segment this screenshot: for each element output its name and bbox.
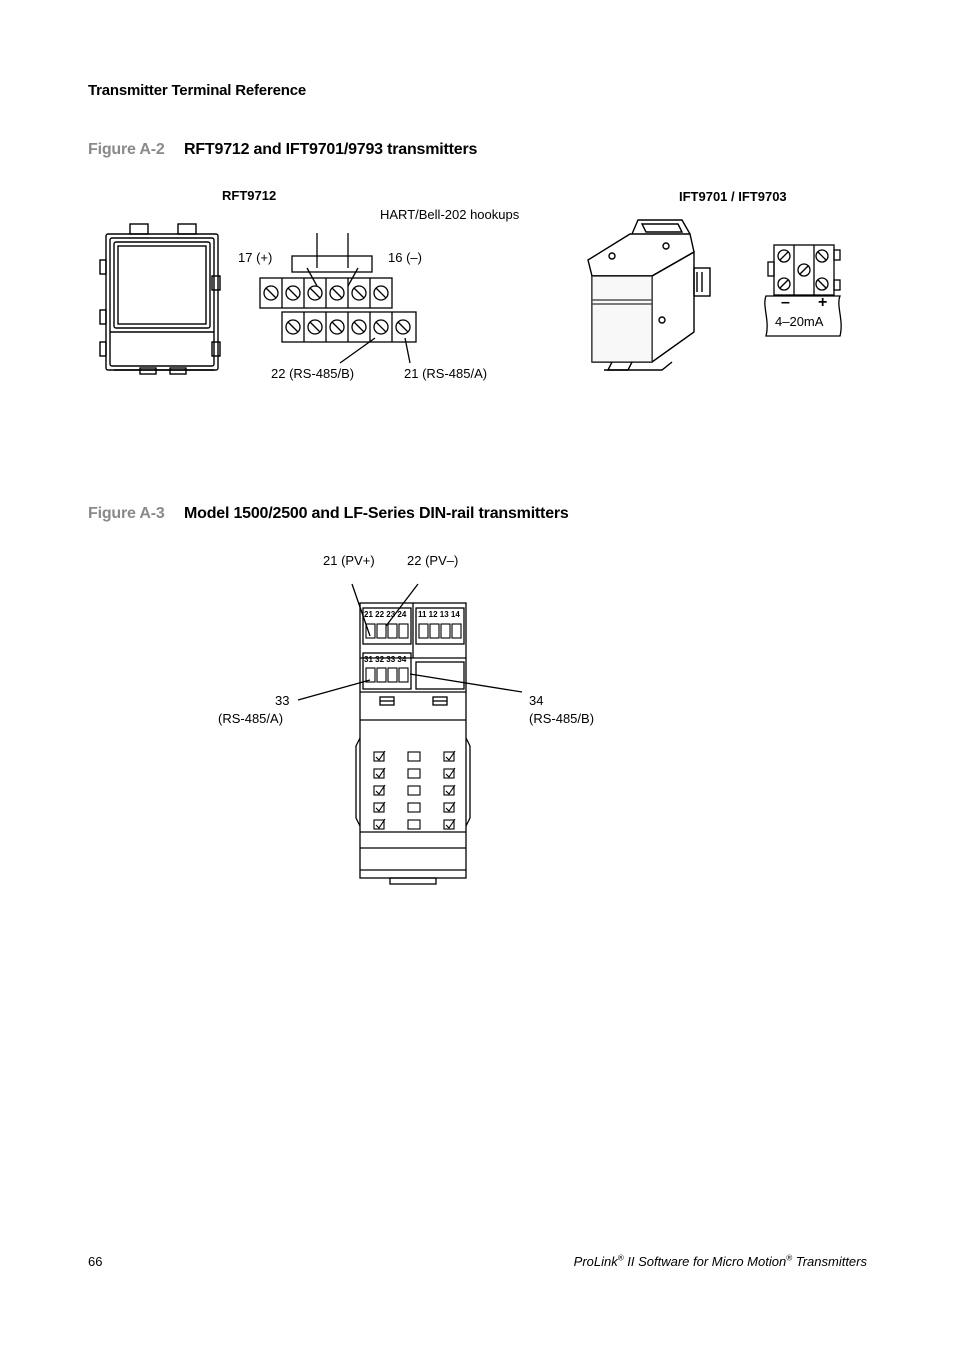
pv-minus-label: 22 (PV–) <box>407 553 459 568</box>
rft9712-housing-drawing <box>100 220 230 380</box>
figure-a3-number: Figure A-3 <box>88 505 165 522</box>
terminal-21-label: 21 (RS-485/A) <box>404 366 488 381</box>
terminal-34-sub: (RS-485/B) <box>529 711 595 726</box>
rft9712-label: RFT9712 <box>222 188 277 203</box>
minus-sign: – <box>781 294 790 311</box>
registered-mark-1: ® <box>617 1253 624 1263</box>
terminal-34-number: 34 <box>529 693 544 708</box>
block-mid-left-numbers: 31 32 33 34 <box>364 655 407 664</box>
page-number: 66 <box>88 1254 103 1269</box>
footer-part-2: II Software for Micro Motion <box>623 1254 787 1269</box>
ma-label: 4–20mA <box>775 314 824 329</box>
ift9701-housing-drawing <box>582 212 727 377</box>
block-top-left-numbers: 21 22 23 24 <box>364 610 407 619</box>
block-top-right-numbers: 11 12 13 14 <box>418 610 460 619</box>
figure-a2-number: Figure A-2 <box>88 141 165 158</box>
footer-part-1: ProLink <box>573 1254 618 1269</box>
terminal-17-label: 17 (+) <box>238 250 273 265</box>
footer-part-3: Transmitters <box>792 1254 867 1269</box>
pv-plus-label: 21 (PV+) <box>323 553 375 568</box>
rft9712-terminal-block <box>255 228 455 373</box>
terminal-22-label: 22 (RS-485/B) <box>271 366 355 381</box>
plus-sign: + <box>818 294 828 311</box>
registered-mark-2: ® <box>786 1253 793 1263</box>
ift9701-label: IFT9701 / IFT9703 <box>679 189 787 204</box>
hart-hookups-label: HART/Bell-202 hookups <box>380 207 520 222</box>
section-header: Transmitter Terminal Reference <box>88 82 306 99</box>
terminal-16-label: 16 (–) <box>388 250 422 265</box>
figure-a2-title: RFT9712 and IFT9701/9793 transmitters <box>184 141 478 158</box>
document-title-footer <box>574 1254 867 1269</box>
terminal-33-number: 33 <box>275 693 290 708</box>
figure-a3-title: Model 1500/2500 and LF-Series DIN-rail transmitters <box>184 505 569 522</box>
terminal-33-sub: (RS-485/A) <box>218 711 284 726</box>
